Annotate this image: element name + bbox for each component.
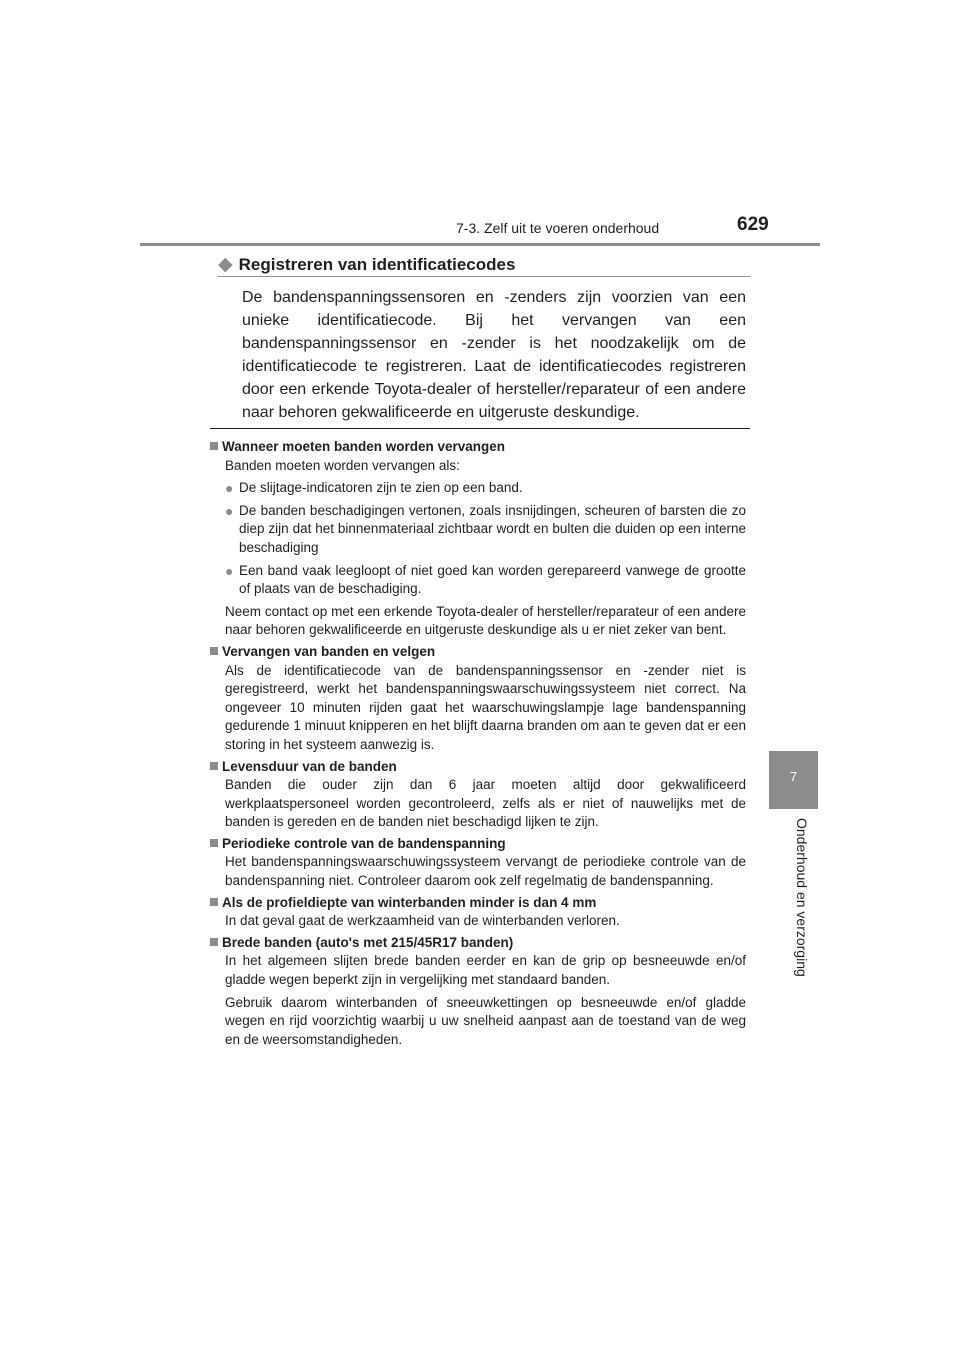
- list-item: [225, 502, 746, 558]
- note-intro: Banden moeten worden vervangen als:: [225, 457, 460, 473]
- note-title-text: Vervangen van banden en velgen: [222, 643, 436, 659]
- section-heading-text: Registreren van identificatiecodes: [238, 255, 516, 274]
- circle-bullet-icon: ●: [225, 562, 234, 579]
- note-text: Banden die ouder zijn dan 6 jaar moeten altijd door gekwalificeerd werkplaatspersoneel worden gecontroleerd, zelfs als er niet of nauwelijks met de banden is gereden en de banden niet beschadigd lijken te zijn.: [225, 777, 746, 830]
- section-heading: [218, 253, 750, 276]
- square-bullet-icon: [210, 898, 218, 906]
- square-bullet-icon: [210, 442, 218, 450]
- circle-bullet-icon: ●: [225, 502, 234, 519]
- note-tire-lifespan: [210, 758, 746, 832]
- note-title: [210, 894, 746, 913]
- note-tires-and-wheels: [210, 643, 746, 755]
- note-outro: Neem contact op met een erkende Toyota-dealer of hersteller/reparateur of een andere naar behoren gekwalificeerde en uitgeruste deskundige als u er niet zeker van bent.: [225, 603, 746, 638]
- note-title-text: Brede banden (auto's met 215/45R17 banden): [222, 934, 514, 950]
- note-text: In dat geval gaat de werkzaamheid van de winterbanden verloren.: [225, 913, 620, 929]
- header-section-title: 7-3. Zelf uit te voeren onderhoud: [456, 220, 660, 236]
- square-bullet-icon: [210, 762, 218, 770]
- header-divider: [140, 243, 820, 246]
- chapter-tab-label: Onderhoud en verzorging: [794, 818, 810, 977]
- note-title-text: Periodieke controle van de bandenspanning: [222, 835, 506, 851]
- note-title: [210, 934, 746, 953]
- note-tire-replacement: [210, 438, 746, 640]
- list-item: [225, 562, 746, 599]
- note-title-text: Levensduur van de banden: [222, 758, 397, 774]
- note-text: In het algemeen slijten brede banden eerder en kan de grip op besneeuwde en/of gladde wegen beperkt zijn in vergelijking met standaard banden.: [225, 953, 746, 988]
- note-title: [210, 643, 746, 662]
- list-item: [225, 479, 746, 498]
- list-item-text: De slijtage-indicatoren zijn te zien op een band.: [239, 480, 523, 496]
- list-item-text: De banden beschadigingen vertonen, zoals insnijdingen, scheuren of barsten die zo diep zijn dat het binnenmateriaal zichtbaar wordt en bulten die duiden op een interne beschadiging: [239, 502, 746, 555]
- diamond-icon: ◆: [218, 254, 233, 275]
- note-title-text: Als de profieldiepte van winterbanden minder is dan 4 mm: [222, 894, 597, 910]
- note-title: [210, 835, 746, 854]
- section-body: De bandenspanningssensoren en -zenders zijn voorzien van een unieke identificatiecode. Bij het vervangen van een bandenspanningssensor en -zender is het noodzakelijk om de identificatiecode te registreren. Laat de identificatiecodes registreren door een erkende Toyota-dealer of hersteller/reparateur of een andere naar behoren gekwalificeerde en uitgeruste deskundige.: [242, 289, 746, 421]
- chapter-tab-number: 7: [789, 769, 798, 784]
- note-title-text: Wanneer moeten banden worden vervangen: [222, 439, 506, 454]
- list-item-text: Een band vaak leegloopt of niet goed kan worden gerepareerd vanwege de grootte of plaats van de beschadiging.: [239, 562, 746, 597]
- note-text: Het bandenspanningswaarschuwingssysteem vervangt de periodieke controle van de bandenspanning niet. Controleer daarom ook zelf regelmatig de bandenspanning.: [225, 854, 746, 889]
- square-bullet-icon: [210, 839, 218, 847]
- square-bullet-icon: [210, 938, 218, 946]
- note-text: Gebruik daarom winterbanden of sneeuwkettingen op besneeuwde en/of gladde wegen en rijd voorzichtig waarbij u uw snelheid aanpast aan de toestand van de weg en de weersomstandigheden.: [225, 994, 746, 1047]
- note-title: [210, 758, 746, 777]
- square-bullet-icon: [210, 647, 218, 655]
- note-pressure-check: [210, 835, 746, 891]
- note-winter-tread: [210, 894, 746, 931]
- page-number: 629: [737, 214, 769, 235]
- notes-divider: [210, 428, 750, 429]
- circle-bullet-icon: ●: [225, 480, 234, 497]
- note-text: Als de identificatiecode van de bandenspanningssensor en -zender niet is geregistreerd, werkt het bandenspanningswaarschuwingssysteem niet correct. Na ongeveer 10 minuten rijden gaat het waarschuwingslampje lage bandenspanning gedurende 1 minuut knipperen en het blijft daarna branden om aan te geven dat er een storing in het systeem aanwezig is.: [225, 662, 746, 752]
- note-title: [210, 438, 746, 457]
- section-heading-divider: [218, 276, 750, 277]
- chapter-tab: [769, 751, 818, 809]
- note-wide-tires: [210, 934, 746, 1050]
- notes-list: [210, 436, 746, 1052]
